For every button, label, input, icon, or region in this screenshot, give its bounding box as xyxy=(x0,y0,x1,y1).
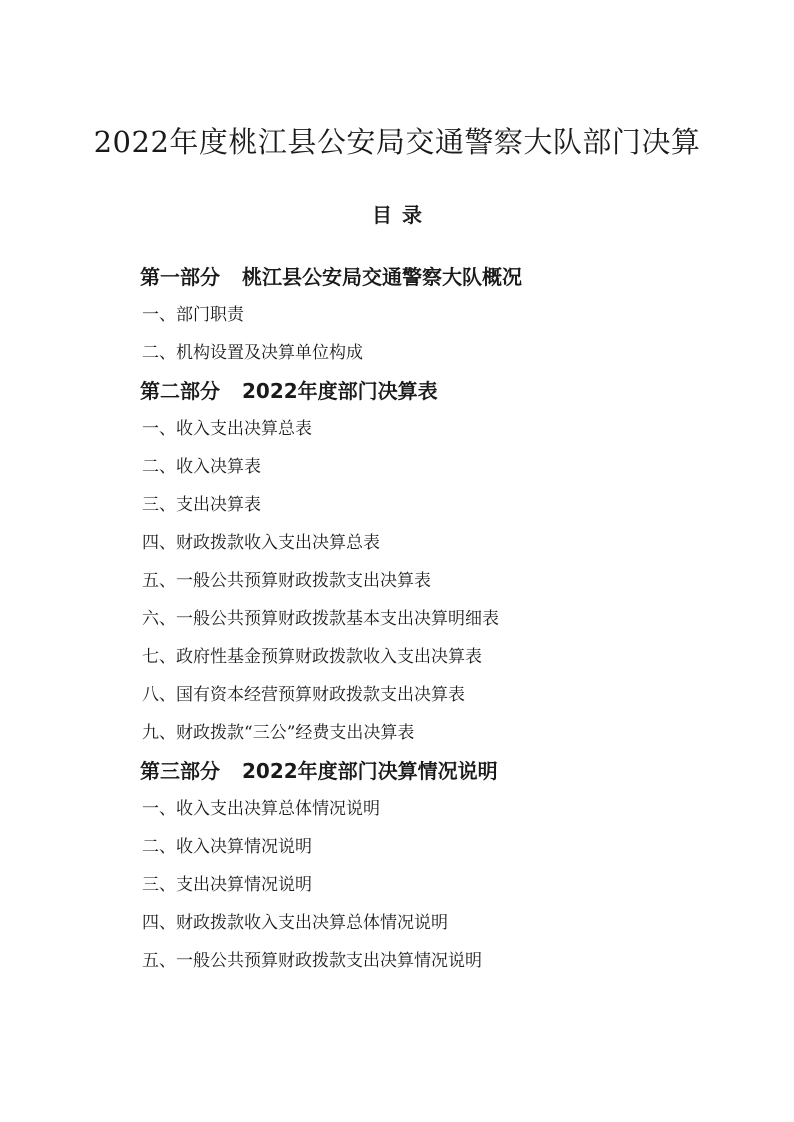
toc-part-number: 第三部分 xyxy=(140,759,220,783)
toc-item[interactable]: 一、收入支出决算总表 xyxy=(142,419,312,439)
toc-item[interactable]: 一、收入支出决算总体情况说明 xyxy=(142,799,380,819)
toc-item[interactable]: 四、财政拨款收入支出决算总表 xyxy=(142,533,380,553)
toc-part-title[interactable] xyxy=(140,752,740,790)
toc-item[interactable]: 二、收入决算情况说明 xyxy=(142,837,312,857)
toc-part-number: 第一部分 xyxy=(140,265,220,289)
toc-item[interactable]: 八、国有资本经营预算财政拨款支出决算表 xyxy=(142,685,465,705)
toc-part-title[interactable] xyxy=(140,372,740,410)
toc-item[interactable]: 二、收入决算表 xyxy=(142,457,261,477)
toc-item[interactable]: 六、一般公共预算财政拨款基本支出决算明细表 xyxy=(142,609,499,629)
table-of-contents xyxy=(140,258,740,980)
toc-item[interactable]: 一、部门职责 xyxy=(142,305,244,325)
toc-item[interactable]: 五、一般公共预算财政拨款支出决算情况说明 xyxy=(142,951,482,971)
toc-item[interactable]: 二、机构设置及决算单位构成 xyxy=(142,343,363,363)
toc-item[interactable]: 三、支出决算情况说明 xyxy=(142,875,312,895)
toc-heading: 目录 xyxy=(372,203,432,227)
toc-part-name: 桃江县公安局交通警察大队概况 xyxy=(242,265,522,289)
toc-item[interactable]: 九、财政拨款“三公”经费支出决算表 xyxy=(142,723,415,743)
toc-part-title[interactable] xyxy=(140,258,740,296)
toc-section-2 xyxy=(140,372,740,752)
toc-item[interactable]: 四、财政拨款收入支出决算总体情况说明 xyxy=(142,913,448,933)
toc-item[interactable]: 五、一般公共预算财政拨款支出决算表 xyxy=(142,571,431,591)
toc-item[interactable]: 七、政府性基金预算财政拨款收入支出决算表 xyxy=(142,647,482,667)
toc-part-name: 2022年度部门决算表 xyxy=(242,379,438,403)
document-title: 2022年度桃江县公安局交通警察大队部门决算 xyxy=(93,125,701,159)
toc-section-1 xyxy=(140,258,740,372)
toc-part-name: 2022年度部门决算情况说明 xyxy=(242,759,498,783)
toc-item[interactable]: 三、支出决算表 xyxy=(142,495,261,515)
toc-part-number: 第二部分 xyxy=(140,379,220,403)
toc-section-3 xyxy=(140,752,740,980)
